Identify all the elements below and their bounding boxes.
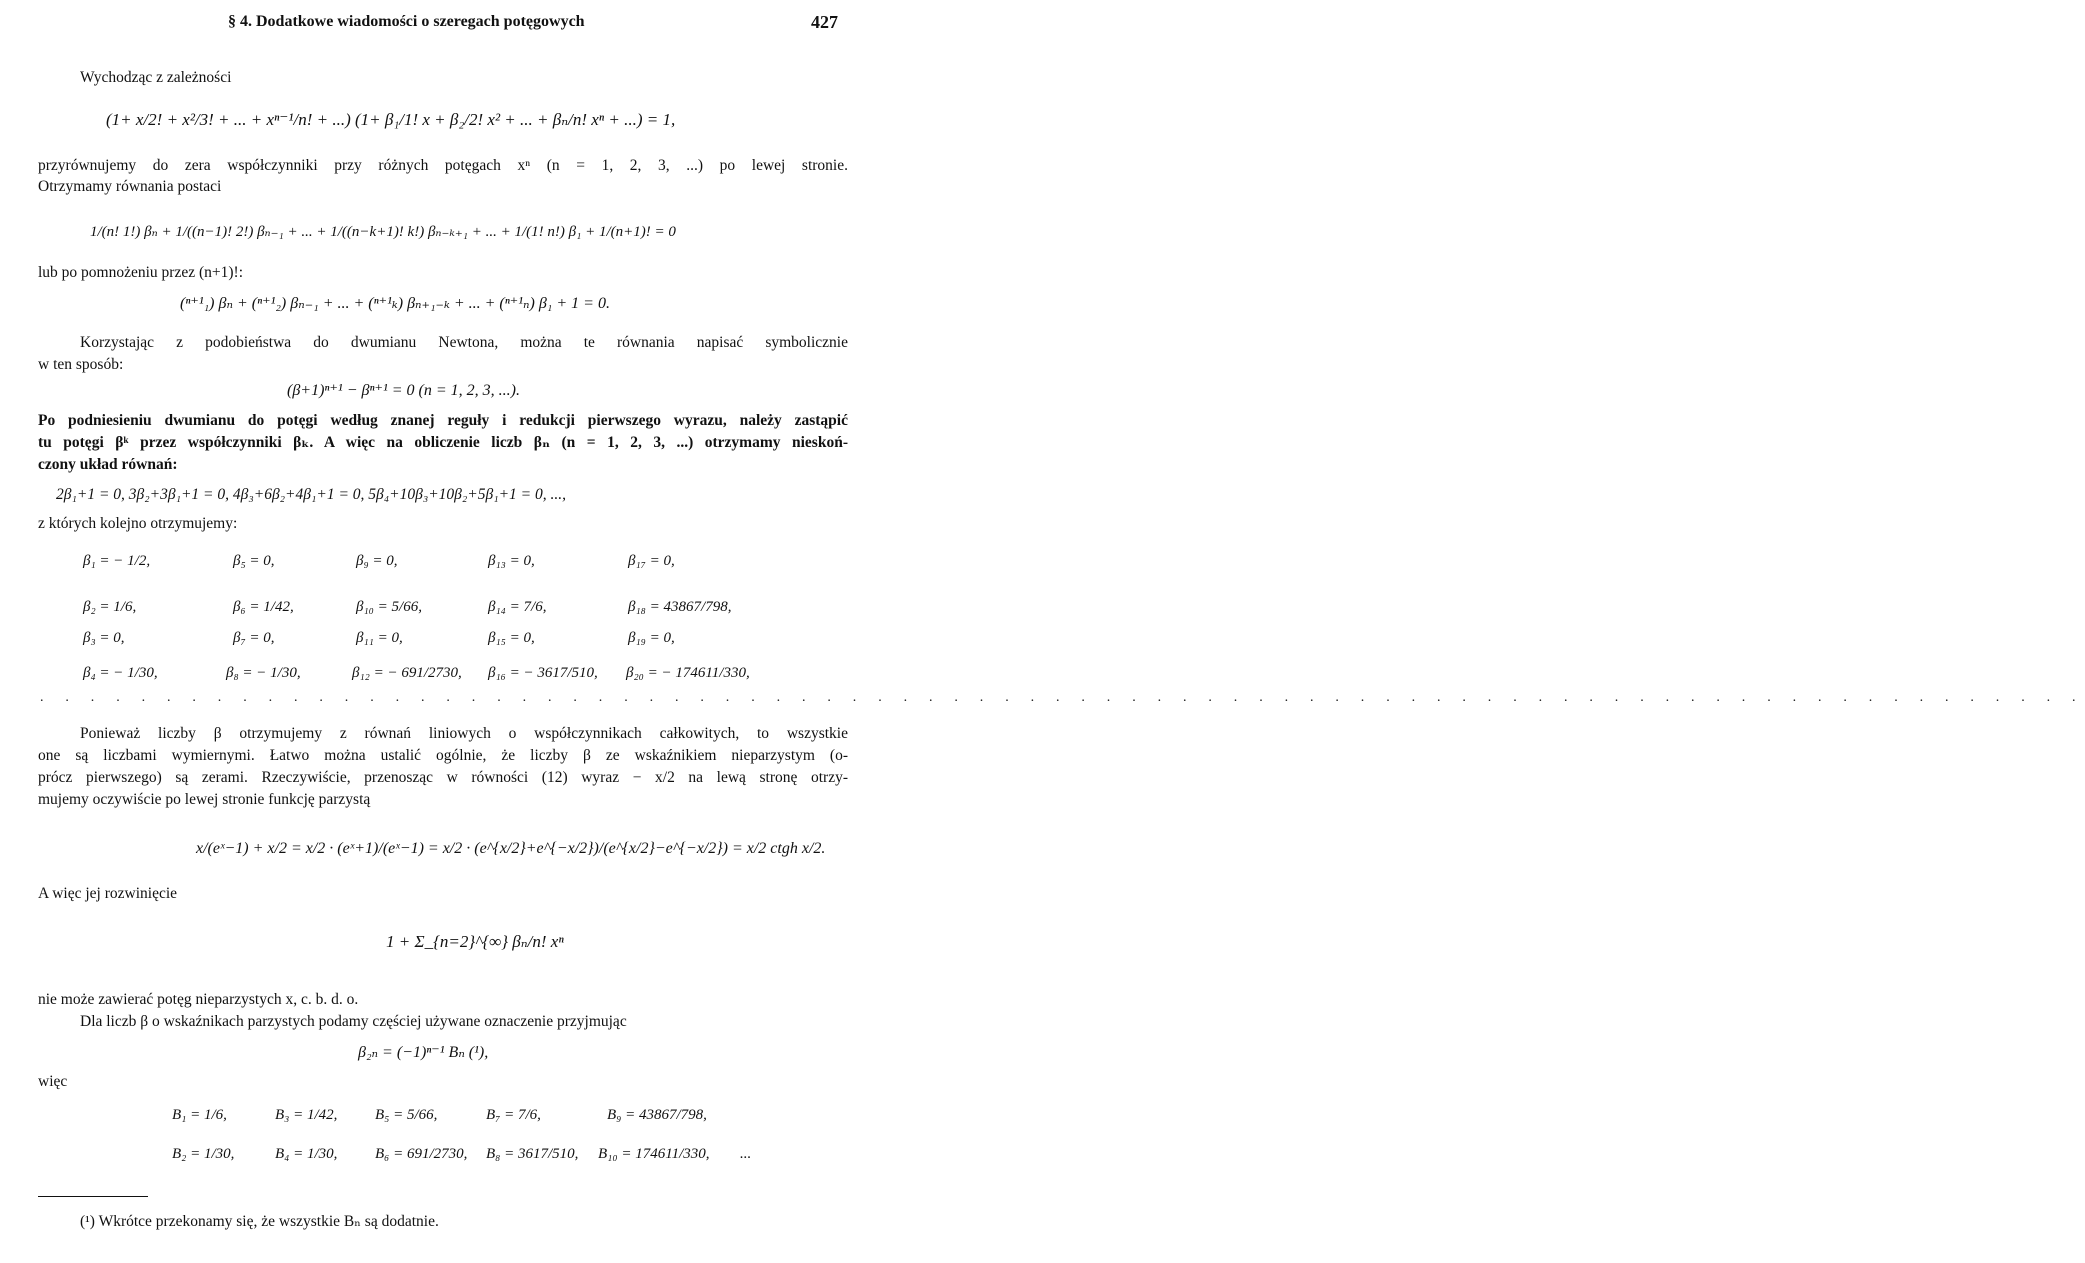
paragraph: więc xyxy=(38,1073,68,1090)
table-cell: β₁₈ = 43867/798, xyxy=(628,599,732,615)
table-cell: β₁₁ = 0, xyxy=(356,630,403,646)
dot-leader-row: . . . . . . . . . . . . . . . . . . . . . . . . . . . . . . . . . . . . . . . . . . . . . . . . . . . . . . . . . . . . . . . . . . . . . . . . . . . . . . . . . xyxy=(40,690,2085,705)
table-cell: β₃ = 0, xyxy=(83,630,125,646)
table-cell: β₁₂ = − 691/2730, xyxy=(352,665,462,681)
table-cell: B₆ = 691/2730, xyxy=(375,1146,468,1162)
paragraph-line: Ponieważ liczby β otrzymujemy z równań liniowych o współczynnikach całkowitych, to wszystkie xyxy=(80,725,848,742)
table-cell: β₁₃ = 0, xyxy=(488,553,535,569)
equation: 1/(n! 1!) βₙ + 1/((n−1)! 2!) βₙ₋₁ + ... + 1/((n−k+1)! k!) βₙ₋ₖ₊₁ + ... + 1/(1! n!) β₁ + 1/(n+1)! = 0 xyxy=(90,224,676,240)
table-cell: β₁₀ = 5/66, xyxy=(356,599,422,615)
running-title: § 4. Dodatkowe wiadomości o szeregach potęgowych xyxy=(228,13,585,30)
paragraph-line: tu potęgi βᵏ przez współczynniki βₖ. A więc na obliczenie liczb βₙ (n = 1, 2, 3, ...) otrzymamy nieskoń- xyxy=(38,434,848,451)
table-cell: B₅ = 5/66, xyxy=(375,1107,438,1123)
page-number: 427 xyxy=(811,12,838,32)
table-cell: β₁₄ = 7/6, xyxy=(488,599,547,615)
table-cell: β₆ = 1/42, xyxy=(233,599,294,615)
table-cell: β₂ = 1/6, xyxy=(83,599,137,615)
table-cell: B₃ = 1/42, xyxy=(275,1107,338,1123)
paragraph: Wychodząc z zależności xyxy=(80,69,232,86)
table-cell: B₂ = 1/30, xyxy=(172,1146,235,1162)
table-cell: β₁₅ = 0, xyxy=(488,630,535,646)
table-cell: B₉ = 43867/798, xyxy=(607,1107,707,1123)
paragraph-line: mujemy oczywiście po lewej stronie funkcję parzystą xyxy=(38,791,371,808)
table-cell: B₁ = 1/6, xyxy=(172,1107,227,1123)
equation: β₂ₙ = (−1)ⁿ⁻¹ Bₙ (¹), xyxy=(358,1044,489,1061)
equation: 1 + Σ_{n=2}^{∞} βₙ/n! xⁿ xyxy=(386,932,564,951)
table-cell: B₁₀ = 174611/330, xyxy=(598,1146,710,1162)
table-cell: β₁₇ = 0, xyxy=(628,553,675,569)
equation: x/(eˣ−1) + x/2 = x/2 · (eˣ+1)/(eˣ−1) = x/2 · (e^{x/2}+e^{−x/2})/(e^{x/2}−e^{−x/2}) = x/2 ctgh x/2. xyxy=(196,840,826,857)
table-cell: β₁ = − 1/2, xyxy=(83,553,151,569)
paragraph: Dla liczb β o wskaźnikach parzystych podamy częściej używane oznaczenie przyjmując xyxy=(80,1013,627,1030)
paragraph-line: przyrównujemy do zera współczynniki przy różnych potęgach xⁿ (n = 1, 2, 3, ...) po lewej stronie. xyxy=(38,157,848,174)
table-cell: β₁₆ = − 3617/510, xyxy=(488,665,598,681)
footnote-rule xyxy=(38,1196,148,1197)
table-cell: B₇ = 7/6, xyxy=(486,1107,541,1123)
table-cell: B₄ = 1/30, xyxy=(275,1146,338,1162)
paragraph: A więc jej rozwinięcie xyxy=(38,885,178,902)
table-cell: β₁₉ = 0, xyxy=(628,630,675,646)
paragraph-line: prócz pierwszego) są zerami. Rzeczywiście, przenosząc w równości (12) wyraz − x/2 na lewą stronę otrzy- xyxy=(38,769,848,786)
equation: (ⁿ⁺¹₁) βₙ + (ⁿ⁺¹₂) βₙ₋₁ + ... + (ⁿ⁺¹ₖ) βₙ₊₁₋ₖ + ... + (ⁿ⁺¹ₙ) β₁ + 1 = 0. xyxy=(180,295,610,312)
footnote: (¹) Wkrótce przekonamy się, że wszystkie Bₙ są dodatnie. xyxy=(80,1213,439,1230)
paragraph-line: w ten sposób: xyxy=(38,356,124,373)
table-cell: ... xyxy=(740,1146,752,1162)
paragraph-line: Otrzymamy równania postaci xyxy=(38,178,222,195)
paragraph-line: Po podniesieniu dwumianu do potęgi według znanej reguły i redukcji pierwszego wyrazu, należy zastąpić xyxy=(38,412,848,429)
equation: (β+1)ⁿ⁺¹ − βⁿ⁺¹ = 0 (n = 1, 2, 3, ...). xyxy=(287,382,520,399)
table-cell: β₄ = − 1/30, xyxy=(83,665,158,681)
paragraph-line: czony układ równań: xyxy=(38,456,178,473)
paragraph: nie może zawierać potęg nieparzystych x, c. b. d. o. xyxy=(38,991,359,1008)
table-cell: β₅ = 0, xyxy=(233,553,275,569)
table-cell: β₇ = 0, xyxy=(233,630,275,646)
equation: 2β₁+1 = 0, 3β₂+3β₁+1 = 0, 4β₃+6β₂+4β₁+1 = 0, 5β₄+10β₃+10β₂+5β₁+1 = 0, ..., xyxy=(56,486,567,503)
paragraph: z których kolejno otrzymujemy: xyxy=(38,515,238,532)
paragraph-line: one są liczbami wymiernymi. Łatwo można ustalić ogólnie, że liczby β ze wskaźnikiem nieparzystym (o- xyxy=(38,747,848,764)
table-cell: B₈ = 3617/510, xyxy=(486,1146,579,1162)
equation: (1+ x/2! + x²/3! + ... + xⁿ⁻¹/n! + ...) (1+ β₁/1! x + β₂/2! x² + ... + βₙ/n! xⁿ + ...) = 1, xyxy=(106,110,676,129)
table-cell: β₉ = 0, xyxy=(356,553,398,569)
table-cell: β₈ = − 1/30, xyxy=(226,665,301,681)
paragraph-line: Korzystając z podobieństwa do dwumianu Newtona, można te równania napisać symbolicznie xyxy=(80,334,848,351)
table-cell: β₂₀ = − 174611/330, xyxy=(626,665,750,681)
paragraph: lub po pomnożeniu przez (n+1)!: xyxy=(38,264,244,281)
